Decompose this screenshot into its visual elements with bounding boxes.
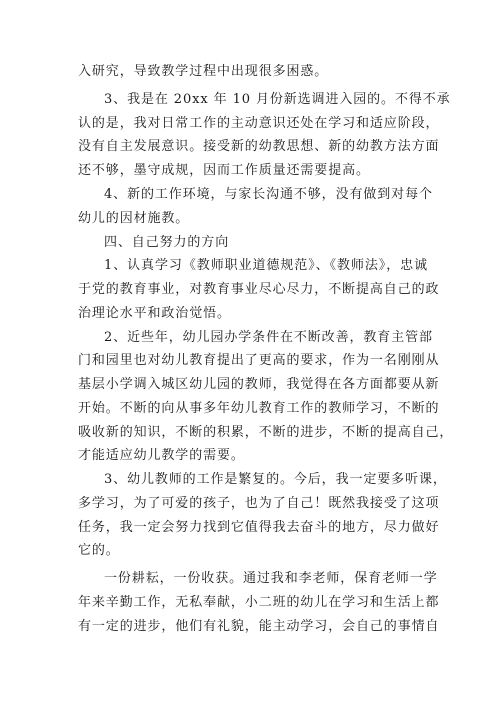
text-line: 任务，我一定会努力找到它值得我去奋斗的地方，尽力做好 [78,520,440,535]
section-heading: 四、自己努力的方向 [104,235,230,250]
text-line: 4、新的工作环境，与家长沟通不够，没有做到对每个 [104,187,433,202]
text-line: 开始。不断的向从事多年幼儿教育工作的教师学习，不断的 [78,401,440,416]
text-line: 基层小学调入城区幼儿园的教师，我觉得在各方面都要从新 [78,377,440,392]
text-line: 还不够，墨守成规，因而工作质量还需要提高。 [78,163,370,178]
text-line: 吸收新的知识，不断的积累，不断的进步，不断的提高自己， [78,425,454,440]
text-line: 才能适应幼儿教学的需要。 [78,448,245,463]
text-line: 认的是，我对日常工作的主动意识还处在学习和适应阶段， [78,116,440,131]
text-line: 一份耕耘，一份收获。通过我和李老师，保育老师一学 [104,571,438,586]
text-line: 3、幼儿教师的工作是繁复的。今后，我一定要多听课， [104,472,447,487]
text-line: 没有自主发展意识。接受新的幼教思想、新的幼教方法方面 [78,139,440,154]
text-line: 入研究，导致教学过程中出现很多困惑。 [78,64,329,79]
text-line: 它的。 [78,543,120,558]
text-line: 治理论水平和政治觉悟。 [78,306,231,321]
text-line: 年来辛勤工作，无私奉献，小二班的幼儿在学习和生活上都 [78,595,440,610]
text-line: 1、认真学习《教师职业道德规范》、《教师法》，忠诚 [104,258,428,273]
text-line: 于党的教育事业，对教育事业尽心尽力，不断提高自己的政 [78,282,440,297]
text-line: 幼儿的因材施教。 [78,211,190,226]
text-line: 有一定的进步，他们有礼貌，能主动学习，会自己的事情自 [78,619,440,634]
text-line: 2、近些年，幼儿园办学条件在不断改善，教育主管部 [104,330,433,345]
text-line: 多学习，为了可爱的孩子，也为了自己！既然我接受了这项 [78,496,440,511]
text-line: 门和园里也对幼儿教育提出了更高的要求，作为一名刚刚从 [78,353,440,368]
text-line: 3、我是在 20xx 年 10 月份新选调进入园的。不得不承 [104,92,451,107]
